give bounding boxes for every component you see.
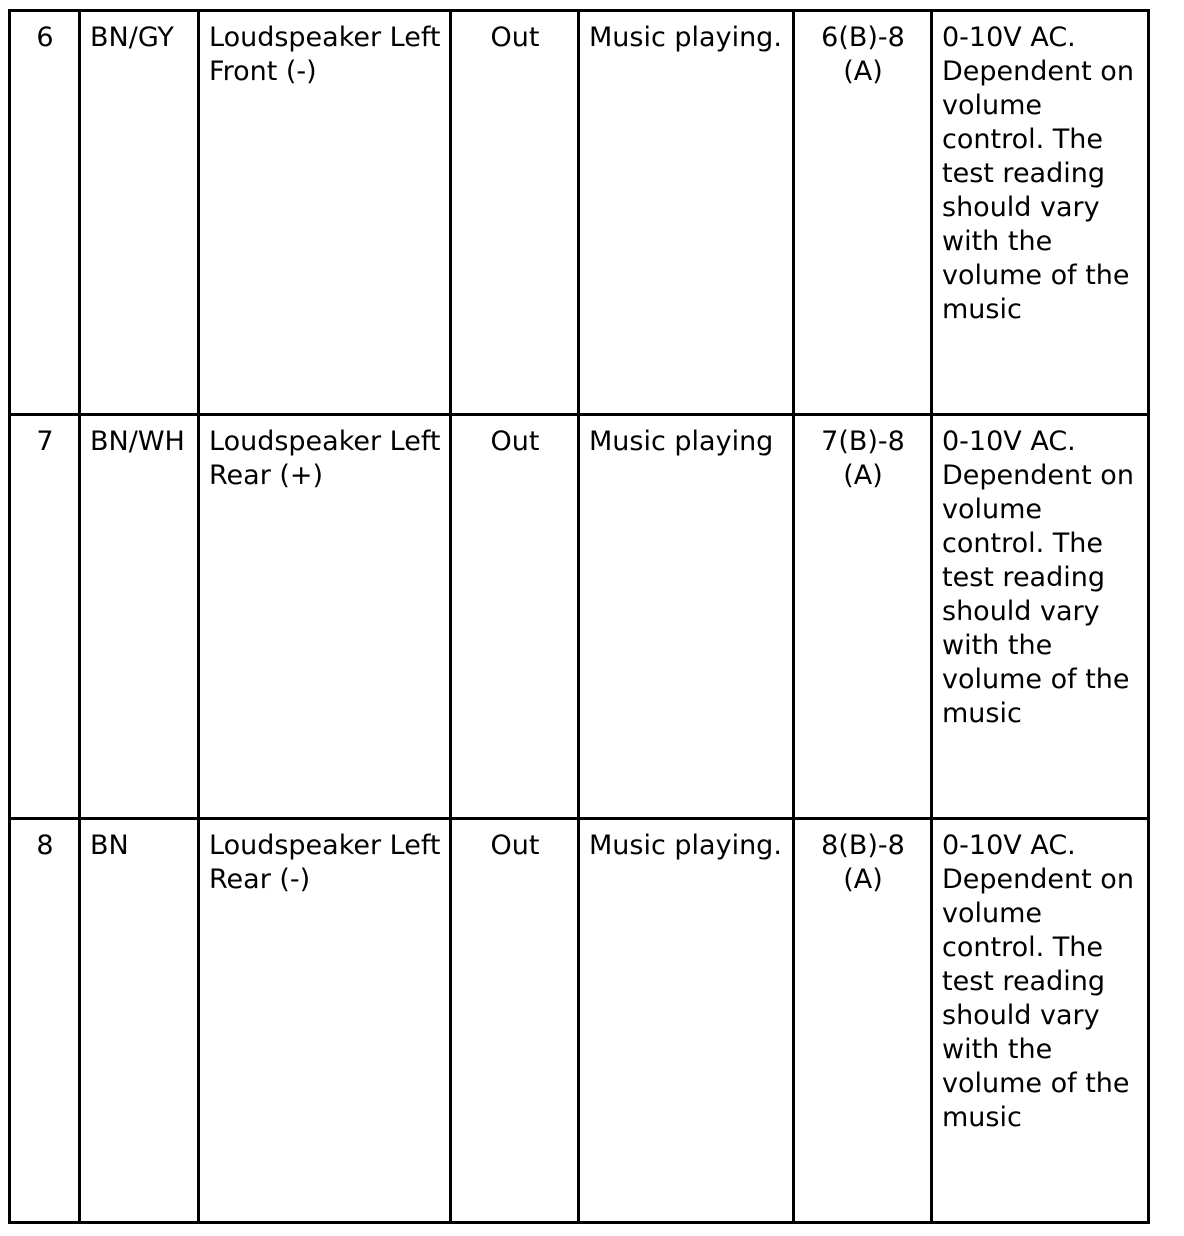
pin-number-cell: 6 bbox=[10, 11, 80, 415]
wire-color-cell: BN/WH bbox=[80, 415, 199, 819]
table-row bbox=[10, 415, 1149, 819]
condition-cell: Music playing. bbox=[579, 11, 794, 415]
pin-data-table bbox=[8, 9, 1150, 1224]
description-cell: Loudspeaker Left Front (-) bbox=[199, 11, 451, 415]
measure-between-cell: 8(B)-8 (A) bbox=[794, 819, 932, 1223]
description-cell: Loudspeaker Left Rear (+) bbox=[199, 415, 451, 819]
table-row bbox=[10, 819, 1149, 1223]
wire-color-cell: BN bbox=[80, 819, 199, 1223]
condition-cell: Music playing. bbox=[579, 819, 794, 1223]
pin-number-cell: 8 bbox=[10, 819, 80, 1223]
direction-cell: Out bbox=[451, 415, 579, 819]
direction-cell: Out bbox=[451, 11, 579, 415]
pin-number-cell: 7 bbox=[10, 415, 80, 819]
specification-cell: 0-10V AC. Dependent on volume control. The test reading should vary with the volume of the music bbox=[932, 11, 1149, 415]
condition-cell: Music playing bbox=[579, 415, 794, 819]
specification-cell: 0-10V AC. Dependent on volume control. The test reading should vary with the volume of the music bbox=[932, 415, 1149, 819]
measure-between-cell: 7(B)-8 (A) bbox=[794, 415, 932, 819]
description-cell: Loudspeaker Left Rear (-) bbox=[199, 819, 451, 1223]
specification-cell: 0-10V AC. Dependent on volume control. The test reading should vary with the volume of the music bbox=[932, 819, 1149, 1223]
direction-cell: Out bbox=[451, 819, 579, 1223]
measure-between-cell: 6(B)-8 (A) bbox=[794, 11, 932, 415]
table-row bbox=[10, 11, 1149, 415]
wire-color-cell: BN/GY bbox=[80, 11, 199, 415]
